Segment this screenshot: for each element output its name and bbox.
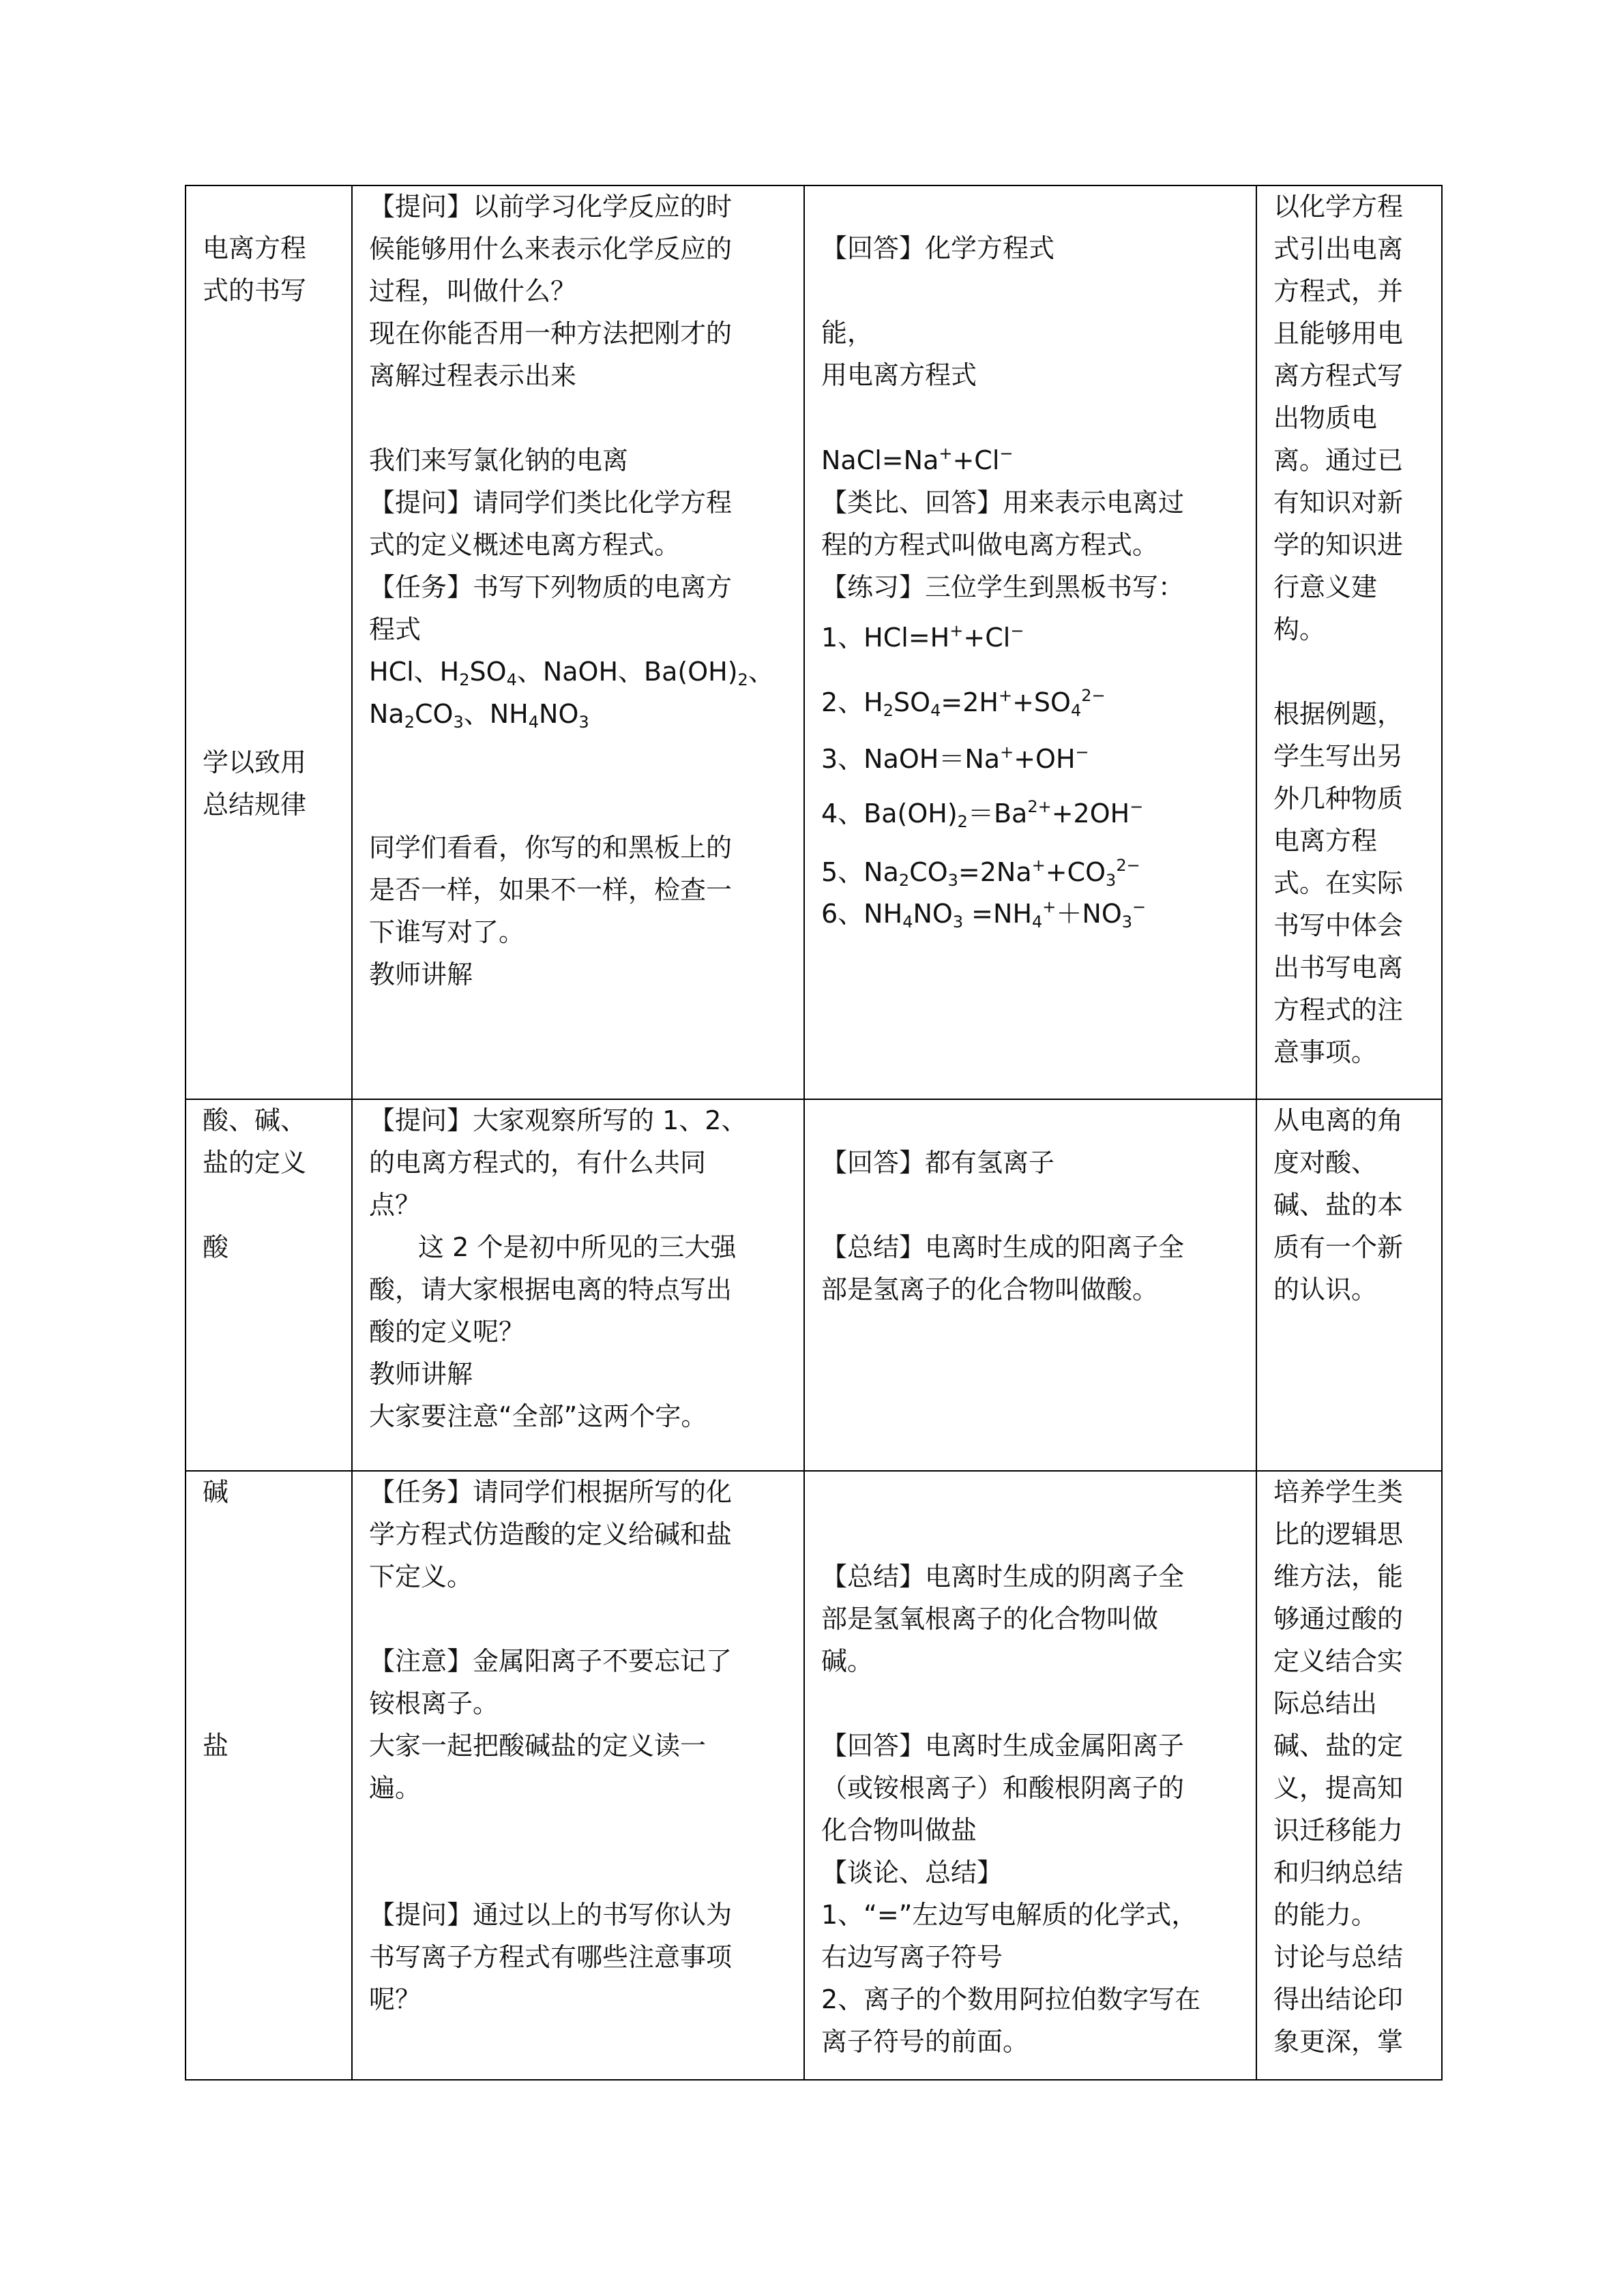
text-line: 呢？ <box>369 1984 422 2014</box>
text-line: 有知识对新 <box>1273 488 1404 518</box>
text-line: 学方程式仿造酸的定义给碱和盐 <box>369 1519 733 1549</box>
text-line: 程的方程式叫做电离方程式。 <box>821 530 1159 560</box>
text-line: 且能够用电 <box>1273 318 1404 348</box>
text-line: 点？ <box>369 1190 422 1220</box>
text-line: 义，提高知 <box>1273 1773 1404 1803</box>
teacher-activity-cell <box>352 1471 804 2080</box>
text-line: 碱、盐的本 <box>1273 1190 1404 1220</box>
text-line: 比的逻辑思 <box>1273 1519 1404 1549</box>
text-line: 【回答】化学方程式 <box>821 233 1055 263</box>
text-line: 部是氢离子的化合物叫做酸。 <box>821 1274 1159 1304</box>
text-line: 构。 <box>1273 614 1326 644</box>
text-line: 程式 <box>369 614 422 644</box>
text-line: 际总结出 <box>1273 1688 1378 1718</box>
text-line: （或铵根离子）和酸根阴离子的 <box>821 1773 1185 1803</box>
stage-line: 碱 <box>203 1477 229 1507</box>
formula-line: $Na_2CO_3$、$NH_4NO_3$ <box>369 699 589 732</box>
text-line: 【提问】以前学习化学反应的时 <box>369 192 733 222</box>
text-line: 【类比、回答】用来表示电离过 <box>821 488 1185 518</box>
text-line: 【提问】请同学们类比化学方程 <box>369 488 733 518</box>
text-line: 讨论与总结 <box>1273 1942 1404 1972</box>
stage-cell <box>186 1471 352 2080</box>
teacher-activity-cell <box>352 1099 804 1471</box>
student-activity-cell <box>804 185 1256 1099</box>
teacher-activity-cell <box>352 185 804 1099</box>
table-row <box>186 1099 1442 1471</box>
text-line: 化合物叫做盐 <box>821 1815 977 1845</box>
text-line: 酸，请大家根据电离的特点写出 <box>369 1274 733 1304</box>
text-line: 【提问】大家观察所写的 1、2、 <box>369 1105 748 1135</box>
text-line: 根据例题， <box>1273 699 1404 729</box>
text-line: 维方法，能 <box>1273 1562 1404 1592</box>
design-intent-cell <box>1256 185 1442 1099</box>
text-line: 【任务】书写下列物质的电离方 <box>369 572 733 602</box>
text-line: 是否一样，如果不一样，检查一 <box>369 875 733 905</box>
stage-line: 式的书写 <box>203 275 307 305</box>
student-activity-cell <box>804 1471 1256 2080</box>
text-line: 用电离方程式 <box>821 360 977 390</box>
text-line: 的电离方程式的，有什么共同 <box>369 1148 707 1178</box>
formula-line: 3、NaOH＝Na++OH− <box>821 743 1089 774</box>
text-line: 度对酸、 <box>1273 1148 1378 1178</box>
text-line: 和归纳总结 <box>1273 1858 1404 1888</box>
text-line: 够通过酸的 <box>1273 1604 1404 1634</box>
stage-line: 酸 <box>203 1232 229 1262</box>
stage-line: 盐的定义 <box>203 1148 307 1178</box>
text-line: 外几种物质 <box>1273 784 1404 814</box>
text-line: 教师讲解 <box>369 959 473 989</box>
formula-line: HCl、$H_2SO_4$、NaOH、$Ba(OH)_2$、 <box>369 657 774 689</box>
text-line: 离子符号的前面。 <box>821 2027 1029 2057</box>
stage-cell <box>186 1099 352 1471</box>
text-line: 从电离的角 <box>1273 1105 1404 1135</box>
design-intent-cell <box>1256 1099 1442 1471</box>
text-line: 遍。 <box>369 1773 422 1803</box>
text-line: 意事项。 <box>1273 1037 1378 1067</box>
formula-line: 2、$H_2SO_4=2H^++SO_4^{2-}$ <box>821 686 1106 720</box>
text-line: 大家一起把酸碱盐的定义读一 <box>369 1731 707 1761</box>
student-activity-cell <box>804 1099 1256 1471</box>
formula-line: 1、HCl=H++Cl− <box>821 621 1024 653</box>
text-line: 【注意】金属阳离子不要忘记了 <box>369 1646 733 1676</box>
text-line: 方程式，并 <box>1273 276 1404 306</box>
text-line: 书写中体会 <box>1273 910 1404 940</box>
text-line: 碱。 <box>821 1646 874 1676</box>
text-line: 【总结】电离时生成的阴离子全 <box>821 1562 1185 1592</box>
text-line: 候能够用什么来表示化学反应的 <box>369 234 733 264</box>
text-line: 电离方程 <box>1273 826 1378 856</box>
text-line: 方程式的注 <box>1273 995 1404 1025</box>
stage-cell <box>186 185 352 1099</box>
text-line: 1、“=”左边写电解质的化学式， <box>821 1900 1198 1930</box>
text-line: 【练习】三位学生到黑板书写： <box>821 572 1185 602</box>
lesson-plan-table <box>185 185 1443 2081</box>
text-line: 能， <box>821 318 874 348</box>
text-line: 【回答】电离时生成金属阳离子 <box>821 1731 1185 1761</box>
text-line: 出书写电离 <box>1273 953 1404 983</box>
text-line: 下定义。 <box>369 1562 473 1592</box>
formula-line: 6、$NH_4NO_3 =NH_4^++NO_3^-$ <box>821 897 1147 931</box>
text-line: 碱、盐的定 <box>1273 1731 1404 1761</box>
design-intent-cell <box>1256 1471 1442 2080</box>
text-line: 酸的定义呢？ <box>369 1317 525 1347</box>
text-line: 我们来写氯化钠的电离 <box>369 445 629 475</box>
table-row <box>186 1471 1442 2080</box>
text-line: 定义结合实 <box>1273 1646 1404 1676</box>
text-line: 大家要注意“全部”这两个字。 <box>369 1401 707 1431</box>
text-line: 式。在实际 <box>1273 868 1404 898</box>
text-line: 式引出电离 <box>1273 234 1404 264</box>
stage-line: 盐 <box>203 1731 229 1761</box>
stage-line: 学以致用 <box>203 747 307 777</box>
text-line: 的认识。 <box>1273 1274 1378 1304</box>
text-line: 现在你能否用一种方法把刚才的 <box>369 318 733 348</box>
text-line: 培养学生类 <box>1273 1477 1404 1507</box>
stage-line: 电离方程 <box>203 233 307 263</box>
text-line: 象更深，掌 <box>1273 2027 1404 2057</box>
text-line: 式的定义概述电离方程式。 <box>369 530 681 560</box>
text-line: 过程，叫做什么？ <box>369 276 577 306</box>
text-line: 行意义建 <box>1273 572 1378 602</box>
text-line: 下谁写对了。 <box>369 917 525 947</box>
text-line: 学的知识进 <box>1273 530 1404 560</box>
text-line: 【谈论、总结】 <box>821 1858 1003 1888</box>
formula-line: NaCl=Na++Cl− <box>821 444 1014 475</box>
text-line: 学生写出另 <box>1273 741 1404 771</box>
formula-line: 5、$Na_2CO_3=2Na^++CO_3^{2-}$ <box>821 856 1140 890</box>
text-line: 离方程式写 <box>1273 361 1404 391</box>
text-line: 离。通过已 <box>1273 445 1404 475</box>
text-line: 【提问】通过以上的书写你认为 <box>369 1900 733 1930</box>
text-line: 书写离子方程式有哪些注意事项 <box>369 1942 733 1972</box>
text-line: 同学们看看，你写的和黑板上的 <box>369 833 733 863</box>
text-line: 以化学方程 <box>1273 192 1404 222</box>
text-line: 【总结】电离时生成的阳离子全 <box>821 1232 1185 1262</box>
text-line: 教师讲解 <box>369 1359 473 1389</box>
text-line: 【任务】请同学们根据所写的化 <box>369 1477 733 1507</box>
formula-line: 4、$Ba(OH)_2=Ba^{2+}+2OH^-$ <box>821 797 1144 831</box>
text-line: 2、离子的个数用阿拉伯数字写在 <box>821 1984 1201 2014</box>
text-line: 质有一个新 <box>1273 1232 1404 1262</box>
text-line: 【回答】都有氢离子 <box>821 1148 1055 1178</box>
text-line: 出物质电 <box>1273 403 1378 433</box>
text-line: 得出结论印 <box>1273 1984 1404 2014</box>
stage-line: 酸、碱、 <box>203 1105 307 1135</box>
text-line: 离解过程表示出来 <box>369 361 577 391</box>
table-row <box>186 185 1442 1099</box>
stage-line: 总结规律 <box>203 790 307 820</box>
text-line: 右边写离子符号 <box>821 1942 1003 1972</box>
text-line: 铵根离子。 <box>369 1688 499 1718</box>
text-line: 的能力。 <box>1273 1900 1378 1930</box>
text-line: 部是氢氧根离子的化合物叫做 <box>821 1604 1159 1634</box>
text-line: 识迁移能力 <box>1273 1815 1404 1845</box>
text-line: 这 2 个是初中所见的三大强 <box>418 1232 737 1262</box>
